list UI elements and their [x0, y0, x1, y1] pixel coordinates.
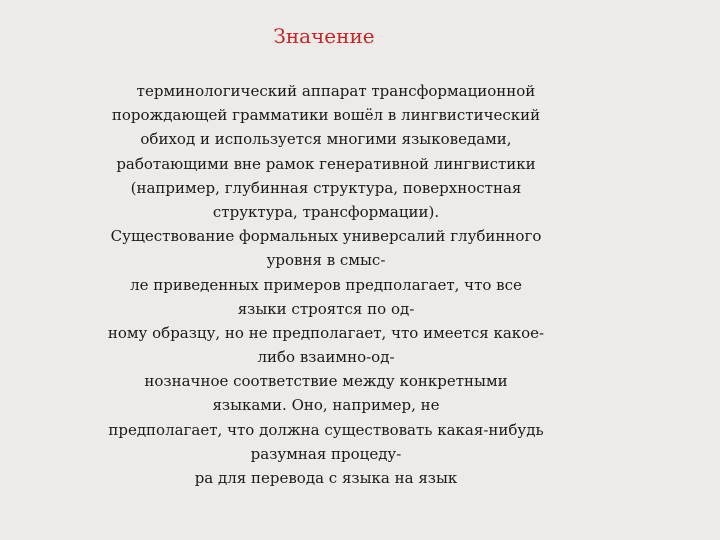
body-line: ному образцу, но не предполагает, что имеется какое- [107, 323, 545, 342]
body-line: ле приведенных примеров предполагает, что все [130, 275, 522, 294]
body-line: уровня в смыс- [266, 251, 386, 270]
body-line: разумная процеду- [250, 444, 402, 463]
body-line: терминологический аппарат трансформационной [136, 82, 536, 100]
body-line: структура, трансформации). [212, 202, 440, 221]
body-line: языки строятся по од- [237, 299, 415, 318]
slide-body [92, 79, 560, 490]
body-line: обиход и используется многими языковедами, [140, 130, 512, 149]
body-line: ра для перевода с языка на язык [194, 469, 458, 487]
body-line: предполагает, что должна существовать какая-нибудь [108, 420, 544, 439]
body-line: работающими вне рамок генеративной лингвистики [116, 154, 536, 173]
body-line: (например, глубинная структура, поверхностная [130, 178, 522, 197]
body-line: либо взаимно-од- [257, 348, 395, 367]
slide-title: Значение [273, 24, 375, 48]
body-line: нозначное соответствие между конкретными [144, 372, 508, 391]
body-line: Существование формальных универсалий глубинного [110, 227, 542, 246]
body-line: порождающей грамматики вошёл в лингвистический [111, 106, 541, 125]
body-line: языками. Оно, например, не [212, 396, 440, 415]
